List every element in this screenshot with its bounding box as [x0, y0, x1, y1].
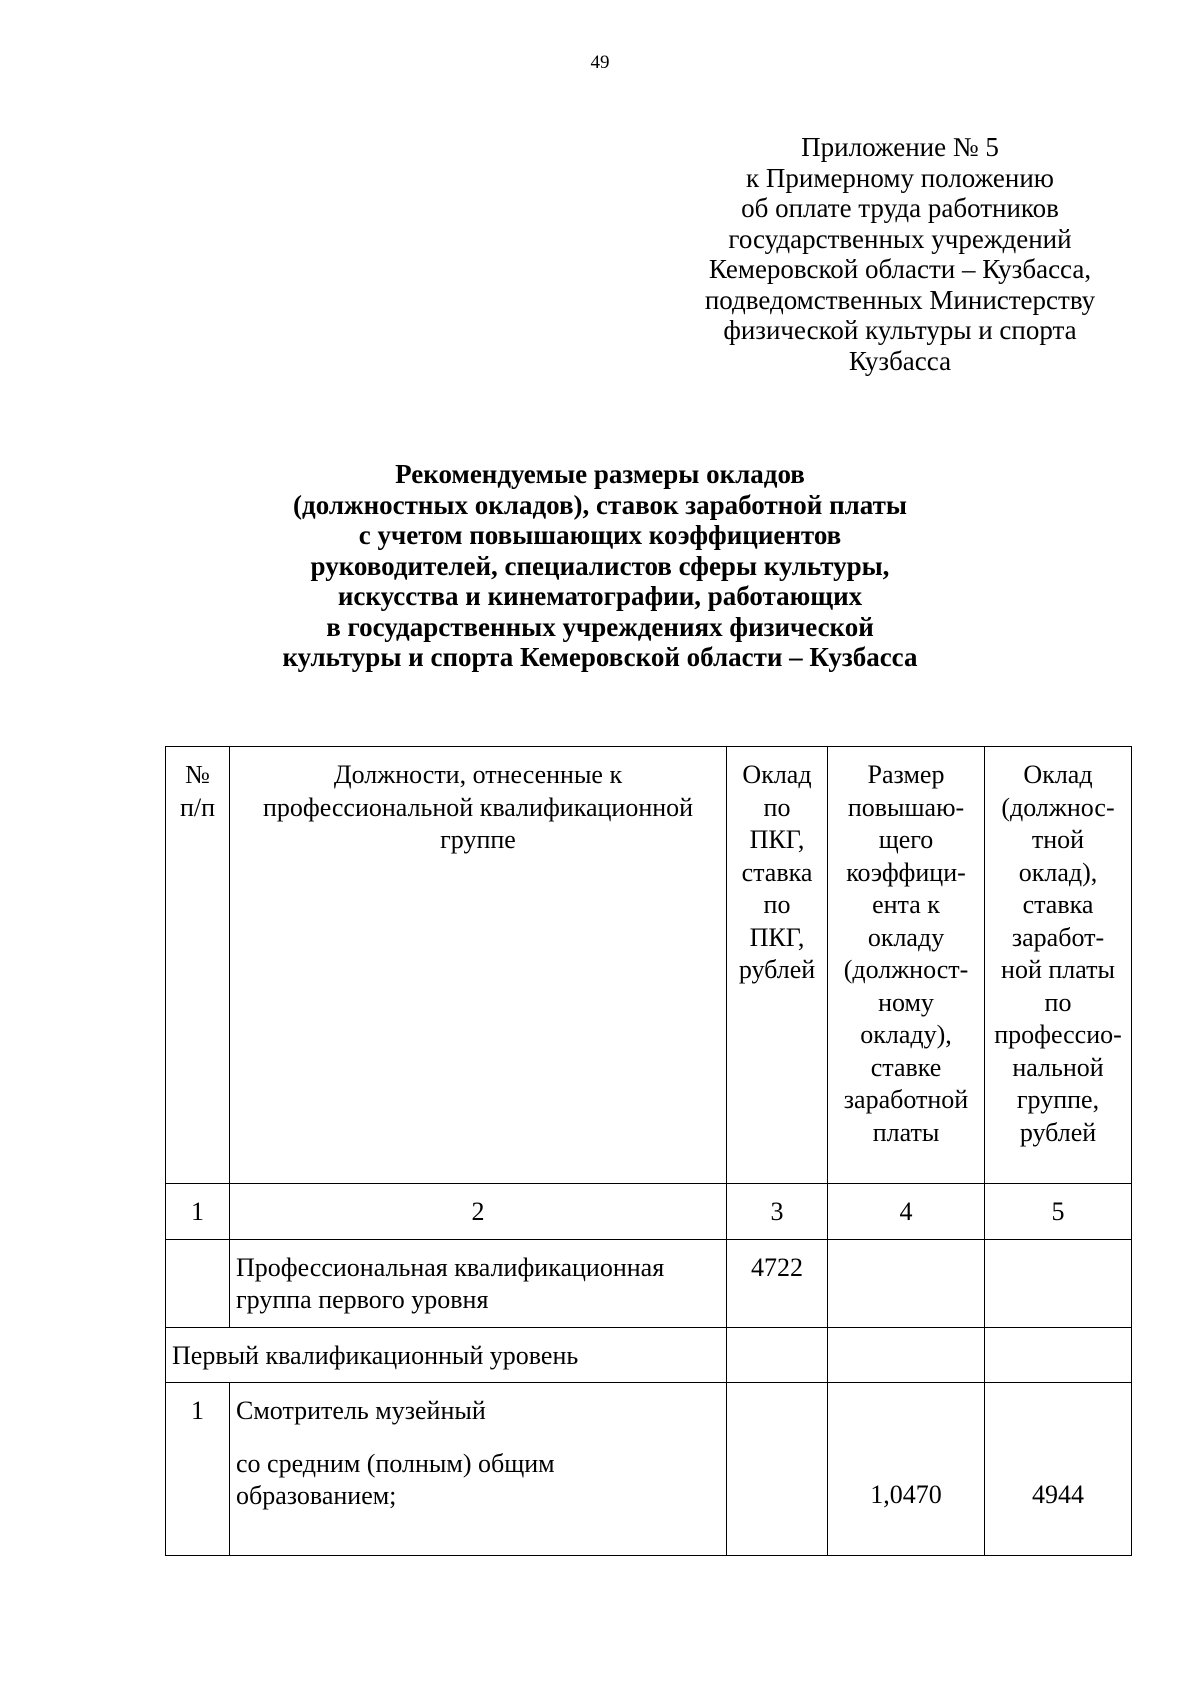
- page-number: 49: [590, 52, 610, 73]
- column-number: 5: [985, 1184, 1132, 1240]
- title-line: культуры и спорта Кемеровской области – Кузбасса: [282, 642, 918, 672]
- column-number: 1: [166, 1184, 230, 1240]
- appendix-line: об оплате труда работников: [741, 193, 1059, 223]
- item-coefficient: 1,0470: [828, 1383, 985, 1556]
- appendix-line: к Примерному положению: [746, 162, 1054, 193]
- item-pkg-salary: [727, 1383, 828, 1556]
- group-row-name: Профессиональная квалификационная группа первого уровня: [230, 1239, 727, 1327]
- salary-table: [165, 746, 1132, 1556]
- level-row-coefficient: [828, 1327, 985, 1383]
- column-number-row: [166, 1184, 1132, 1240]
- item-final-salary: 4944: [985, 1383, 1132, 1556]
- item-position: [230, 1383, 727, 1556]
- title-line: Рекомендуемые размеры окладов: [395, 459, 805, 489]
- group-row: [166, 1239, 1132, 1327]
- level-row-final-salary: [985, 1327, 1132, 1383]
- column-number: 4: [828, 1184, 985, 1240]
- header-positions: Должности, отнесенные к профессиональной квалификационной группе: [230, 747, 727, 1184]
- appendix-line: Кемеровской области – Кузбасса,: [708, 254, 1092, 284]
- header-number: № п/п: [166, 747, 230, 1184]
- column-number: 3: [727, 1184, 828, 1240]
- header-final-salary: Оклад (должнос- тной оклад), ставка заработ- ной платы по профессио- нальной группе, рублей: [985, 747, 1132, 1184]
- table-row: [166, 1383, 1132, 1556]
- title-line: (должностных окладов), ставок заработной платы: [293, 489, 907, 520]
- appendix-line: Кузбасса: [848, 345, 952, 376]
- item-position-title: Смотритель музейный: [236, 1396, 486, 1425]
- appendix-line: Приложение № 5: [801, 132, 999, 162]
- header-pkg-salary: Оклад по ПКГ, ставка по ПКГ, рублей: [727, 747, 828, 1184]
- level-row-salary: [727, 1327, 828, 1383]
- title-line: в государственных учреждениях физической: [326, 611, 874, 642]
- group-row-number: [166, 1239, 230, 1327]
- group-row-salary: 4722: [727, 1239, 828, 1327]
- group-row-final-salary: [985, 1239, 1132, 1327]
- title-line: с учетом повышающих коэффициентов: [358, 520, 842, 550]
- level-row-label: Первый квалификационный уровень: [166, 1327, 727, 1383]
- title-line: руководителей, специалистов сферы культуры,: [310, 550, 890, 581]
- level-row: [166, 1327, 1132, 1383]
- appendix-line: физической культуры и спорта: [723, 315, 1077, 345]
- table-header-row: [166, 747, 1132, 1184]
- appendix-line: государственных учреждений: [728, 223, 1072, 254]
- group-row-coefficient: [828, 1239, 985, 1327]
- column-number: 2: [230, 1184, 727, 1240]
- item-condition: со средним (полным) общим образованием;: [236, 1448, 555, 1510]
- item-number: 1: [166, 1383, 230, 1556]
- appendix-line: подведомственных Министерству: [704, 284, 1096, 315]
- header-coefficient: Размер повышаю- щего коэффици- ента к окладу (должност- ному окладу), ставке заработной платы: [828, 747, 985, 1184]
- title-line: искусства и кинематографии, работающих: [337, 581, 863, 611]
- document-title: [200, 459, 1000, 673]
- appendix-block: [680, 132, 1120, 376]
